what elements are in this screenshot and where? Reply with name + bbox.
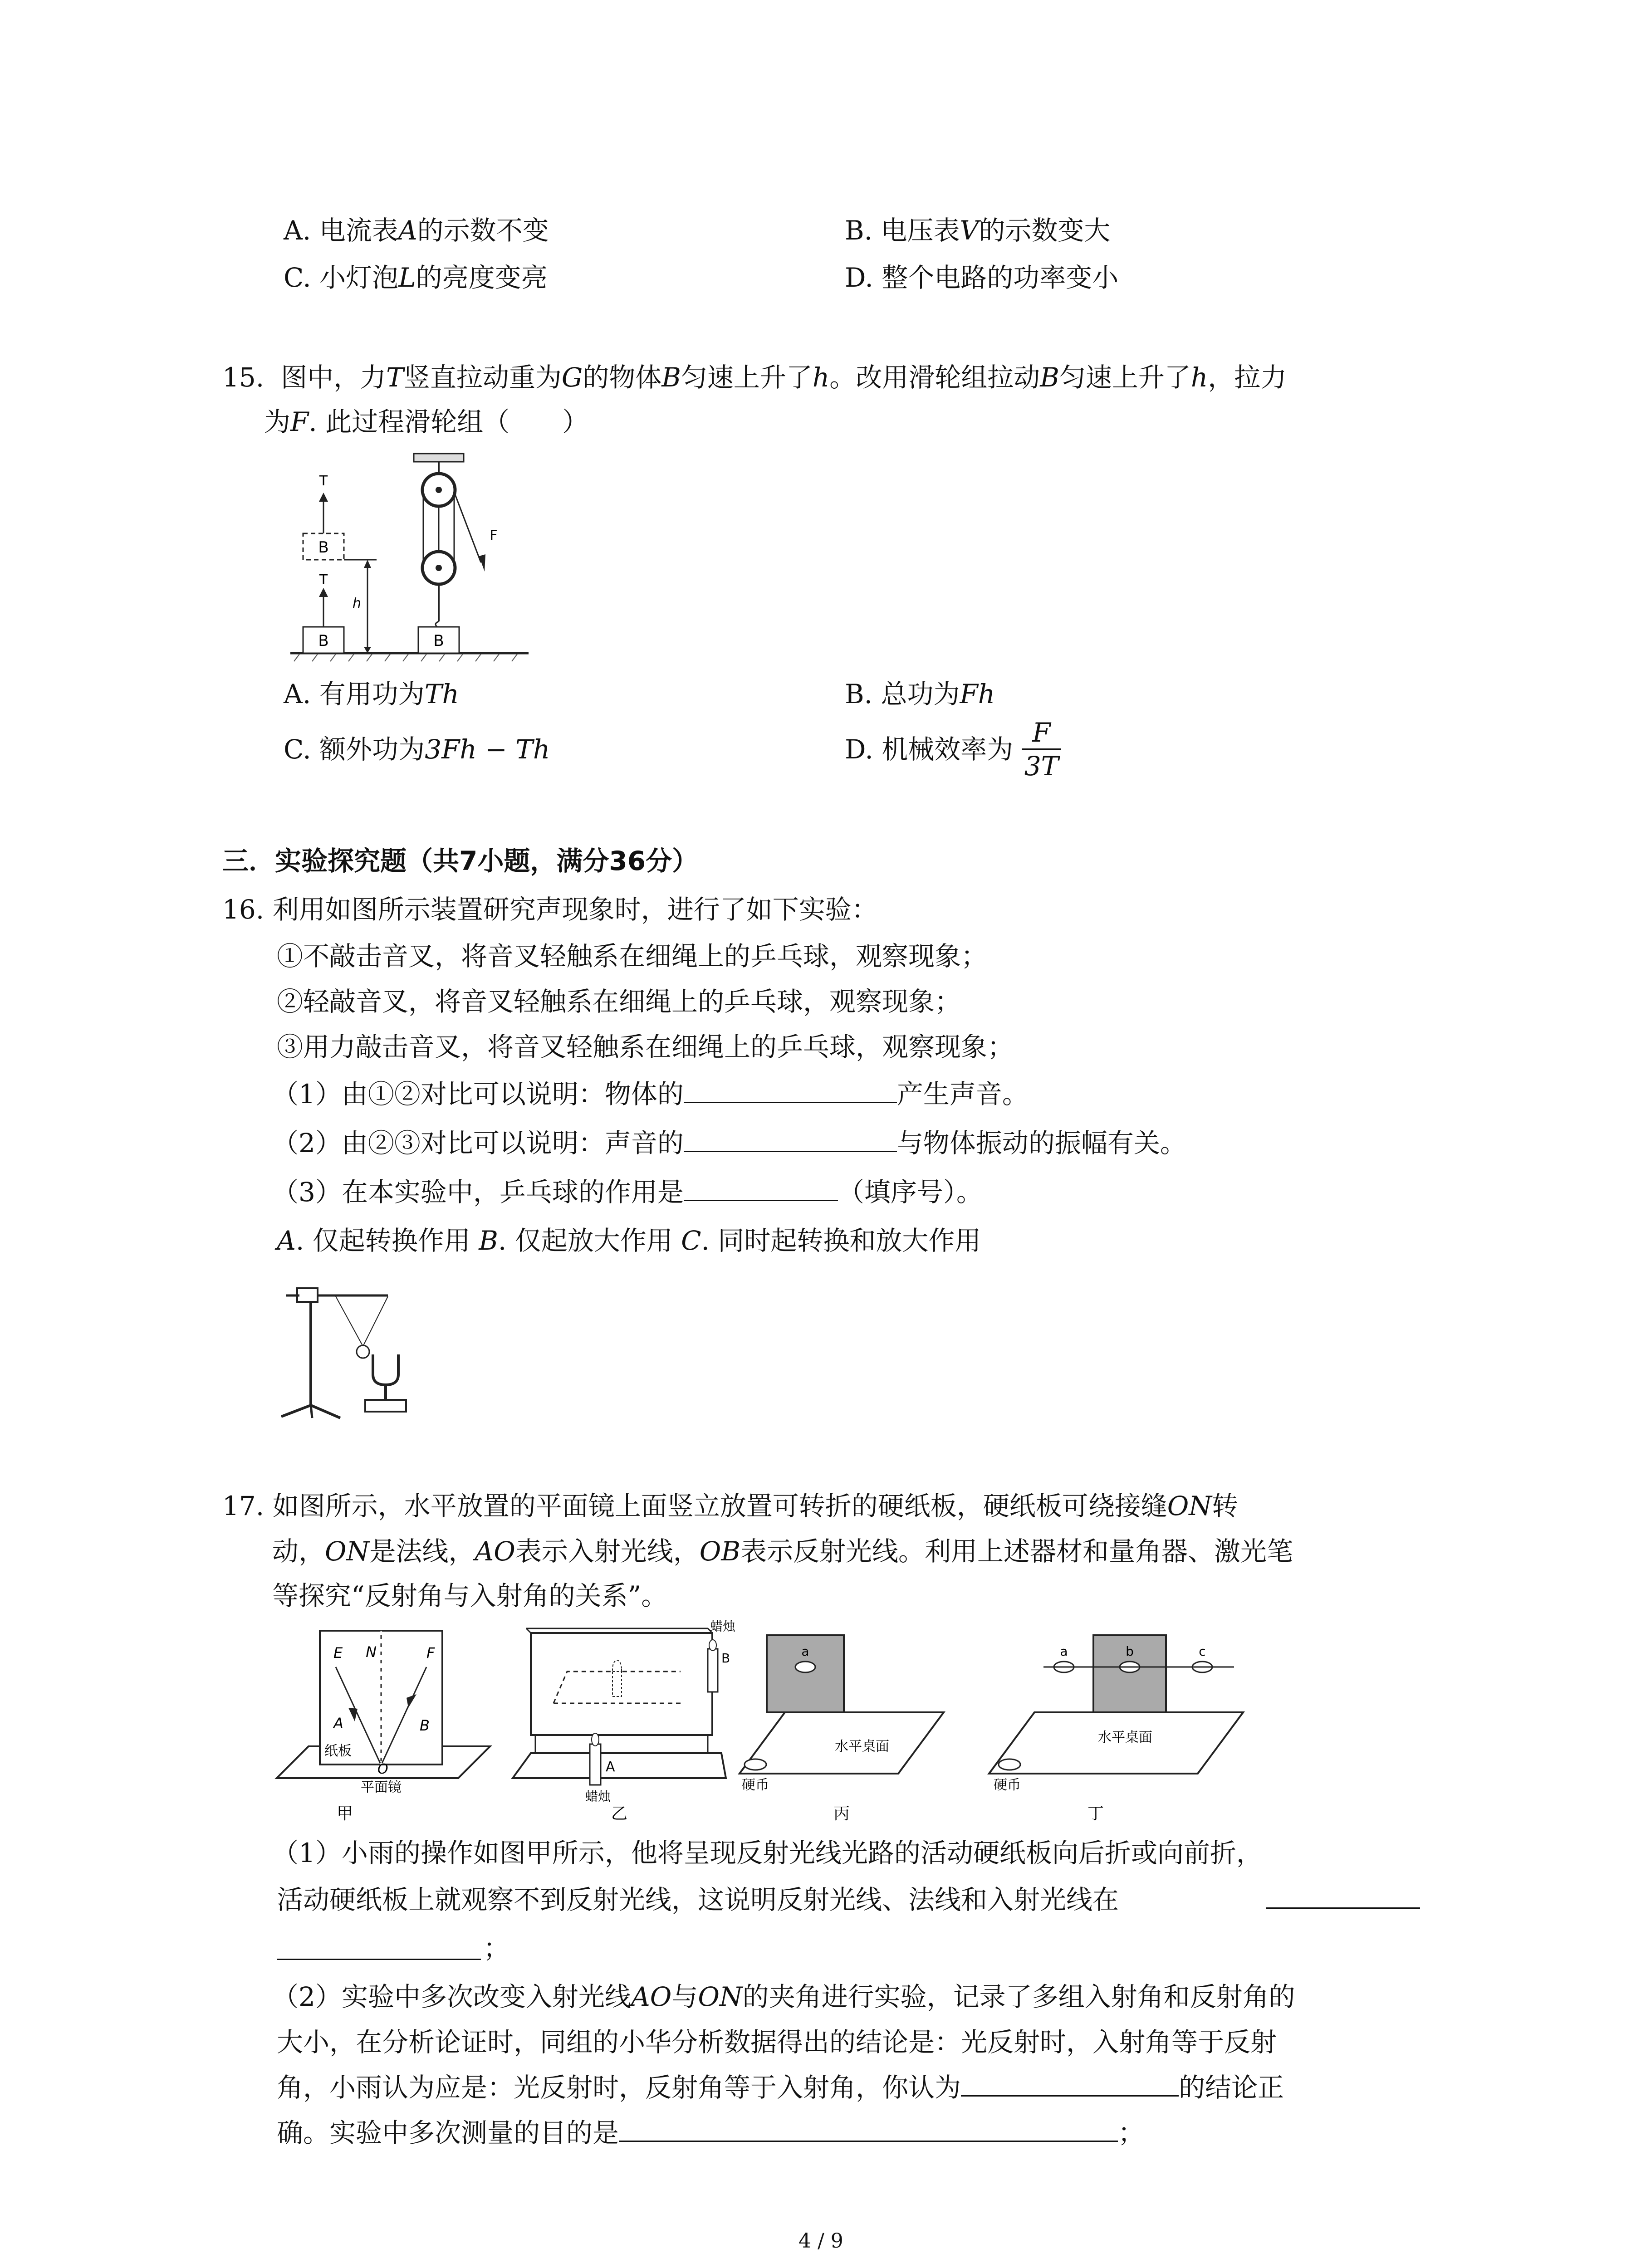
label-coin-ding: 硬币: [994, 1777, 1021, 1793]
caption-bing: 丙: [833, 1804, 850, 1823]
q15-option-c: C. 额外功为3Fh − Th: [284, 734, 550, 765]
q14-option-a: A. 电流表A的示数不变: [284, 215, 549, 246]
q16-sub-2: （2）由②③对比可以说明：声音的 与物体振动的振幅有关。: [272, 1125, 1186, 1161]
q17-blank-1a[interactable]: [1266, 1907, 1420, 1909]
q17-blank-2a[interactable]: [961, 2070, 1179, 2097]
label-paper: 纸板: [324, 1743, 352, 1759]
q15-block-b-left: B: [318, 632, 329, 650]
label-c-small: c: [1199, 1644, 1206, 1659]
q15-label-f: F: [490, 528, 498, 543]
q15-pulley-figure: [281, 449, 535, 667]
q15-label-h: h: [352, 596, 361, 611]
label-mirror: 平面镜: [361, 1779, 402, 1795]
q17-part1-line1: （1）小雨的操作如图甲所示，他将呈现反射光线光路的活动硬纸板向后折或向前折，: [272, 1838, 1263, 1868]
q16-step-3: ③用力敲击音叉，将音叉轻触系在细绳上的乒乓球，观察现象；: [277, 1031, 1014, 1062]
label-a-small: a: [801, 1644, 809, 1659]
label-coin-bing: 硬币: [742, 1777, 769, 1793]
q16-stem: 16. 利用如图所示装置研究声现象时，进行了如下实验：: [222, 894, 878, 925]
label-o: O: [377, 1761, 388, 1777]
figure-bing: [740, 1635, 944, 1823]
q14-option-d: D. 整个电路的功率变小: [845, 262, 1119, 293]
q16-step-2: ②轻敲音叉，将音叉轻触系在细绳上的乒乓球，观察现象；: [277, 986, 961, 1017]
q17-part1-line2: 活动硬纸板上就观察不到反射光线，这说明反射光线、法线和入射光线在: [277, 1884, 1119, 1915]
label-candle-a: A: [606, 1759, 615, 1775]
q17-experiment-figures: [272, 1617, 1266, 1826]
label-desk-bing: 水平桌面: [835, 1739, 889, 1755]
label-b: B: [420, 1717, 430, 1734]
q17-part2-line3: 角，小雨认为应是：光反射时，反射角等于入射角，你认为 的结论正: [277, 2069, 1284, 2106]
q15-stem-line1: 15. 图中，力T竖直拉动重为G的物体B匀速上升了h。改用滑轮组拉动B匀速上升了h，拉力: [222, 362, 1287, 393]
label-n: N: [366, 1643, 377, 1661]
label-candle-top: 蜡烛: [710, 1619, 736, 1634]
q17-stem-line1: 17. 如图所示，水平放置的平面镜上面竖立放置可转折的硬纸板，硬纸板可绕接缝ON转: [222, 1491, 1239, 1521]
q15-label-t-top: T: [319, 473, 328, 489]
figure-jia: [277, 1631, 490, 1823]
label-desk-ding: 水平桌面: [1098, 1730, 1152, 1745]
label-candle-b: B: [721, 1651, 730, 1666]
q16-sub-3: （3）在本实验中，乒乓球的作用是 （填序号）。: [272, 1174, 983, 1210]
page-number: 4 / 9: [798, 2229, 843, 2253]
label-candle-bottom: 蜡烛: [585, 1789, 611, 1804]
caption-jia: 甲: [336, 1804, 353, 1823]
q15-option-a: A. 有用功为Th: [284, 679, 459, 709]
q17-part2-line2: 大小，在分析论证时，同组的小华分析数据得出的结论是：光反射时，入射角等于反射: [277, 2027, 1277, 2058]
figure-ding: [989, 1635, 1243, 1823]
q16-blank-2[interactable]: [684, 1125, 897, 1152]
section-heading: 三．实验探究题（共7小题，满分36分）: [222, 846, 699, 876]
q16-step-1: ①不敲击音叉，将音叉轻触系在细绳上的乒乓球，观察现象；: [277, 941, 988, 972]
q16-blank-1[interactable]: [684, 1076, 897, 1103]
q17-stem-line3: 等探究“反射角与入射角的关系”。: [272, 1580, 668, 1611]
q15-label-t-mid: T: [319, 572, 328, 588]
q17-stem-line2: 动，ON是法线，AO表示入射光线，OB表示反射光线。利用上述器材和量角器、激光笔: [272, 1536, 1293, 1567]
q16-blank-3[interactable]: [684, 1174, 838, 1201]
q15-option-d: D. 机械效率为 $\frac{F}{3T}$: [845, 717, 1061, 782]
q17-part2-line1: （2）实验中多次改变入射光线AO与ON的夹角进行实验，记录了多组入射角和反射角的: [272, 1981, 1295, 2012]
label-f: F: [426, 1644, 435, 1662]
label-b-small: b: [1126, 1644, 1134, 1659]
q15-option-b: B. 总功为Fh: [845, 679, 995, 709]
q15-block-b-right: B: [433, 632, 444, 650]
q16-sub-1: （1）由①②对比可以说明：物体的 产生声音。: [272, 1076, 1029, 1112]
figure-yi: [513, 1619, 736, 1823]
label-a: A: [333, 1715, 343, 1732]
q14-option-c: C. 小灯泡L的亮度变亮: [284, 262, 548, 293]
q17-part1-end: ；: [483, 1933, 510, 1964]
q17-blank-1b[interactable]: [277, 1959, 481, 1960]
caption-yi: 乙: [611, 1804, 628, 1823]
label-e: E: [333, 1644, 343, 1662]
q16-choices: A. 仅起转换作用 B. 仅起放大作用 C. 同时起转换和放大作用: [277, 1225, 981, 1256]
q17-part2-line4: 确。实验中多次测量的目的是 ；: [277, 2115, 1144, 2151]
q14-option-b: B. 电压表V的示数变大: [845, 215, 1111, 246]
label-a-ding: a: [1060, 1644, 1068, 1659]
q15-block-b-top: B: [318, 538, 329, 557]
q16-tuning-fork-figure: [272, 1274, 408, 1423]
efficiency-fraction: $\frac{F}{3T}$: [1022, 717, 1062, 782]
caption-ding: 丁: [1087, 1804, 1104, 1823]
q15-stem-line2: 为F. 此过程滑轮组（ ）: [264, 406, 589, 437]
q17-blank-2b[interactable]: [619, 2115, 1118, 2142]
